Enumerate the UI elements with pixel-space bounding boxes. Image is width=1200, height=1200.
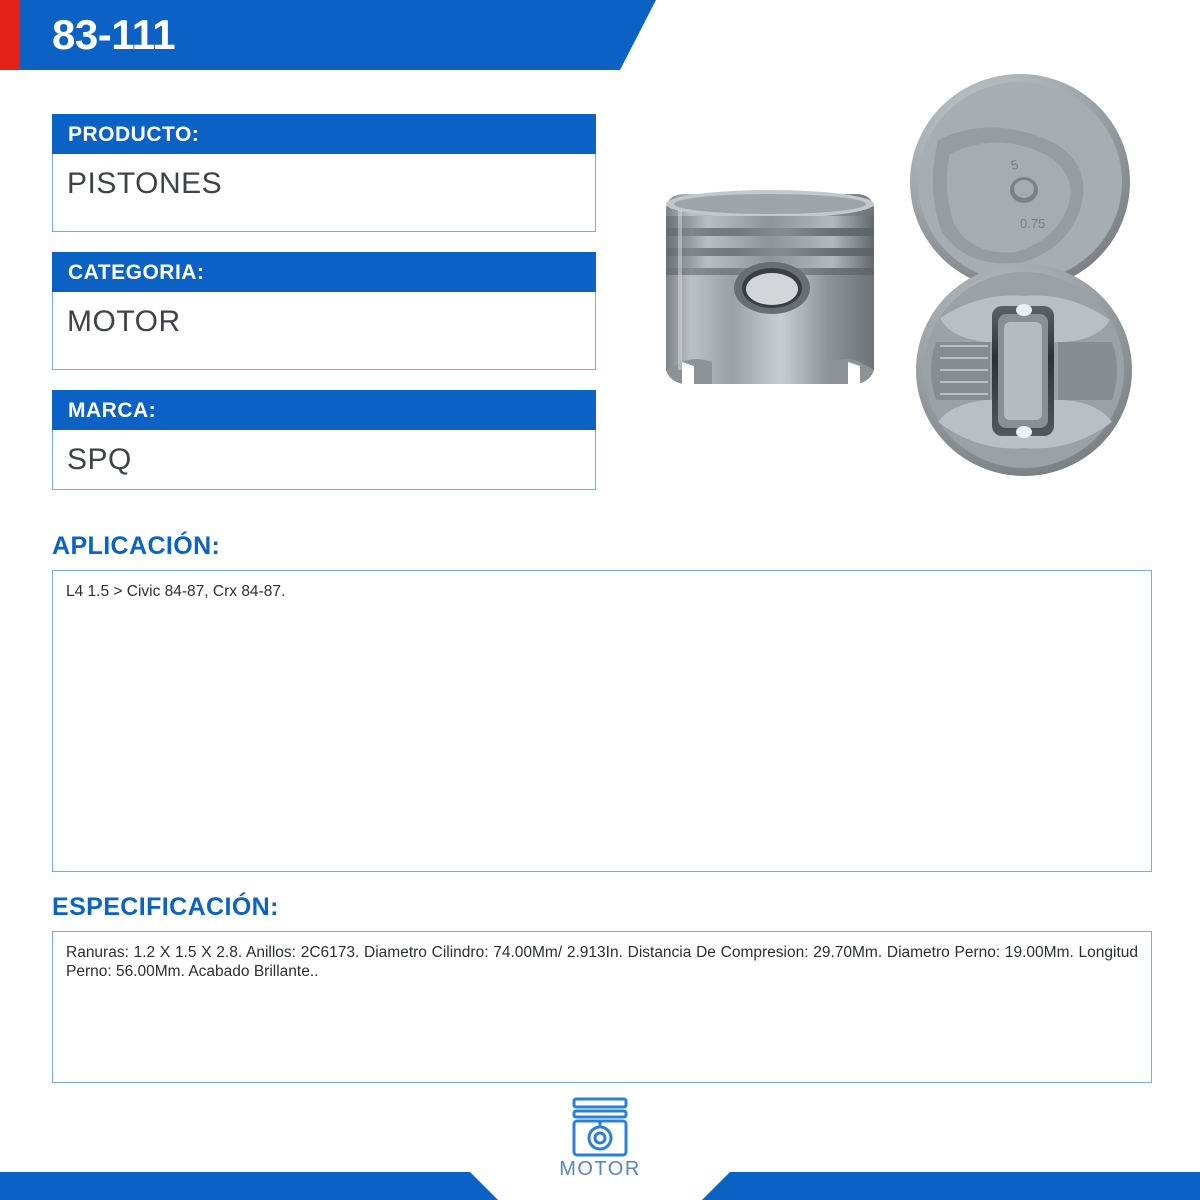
field-producto-value-box xyxy=(52,154,596,232)
field-categoria-label: CATEGORIA: xyxy=(52,252,596,292)
piston-crown-view xyxy=(910,74,1130,290)
piston-side-view xyxy=(666,190,874,384)
especificacion-box xyxy=(52,931,1152,1083)
header xyxy=(0,0,1200,70)
especificacion-title: ESPECIFICACIÓN: xyxy=(52,893,279,921)
svg-text:0.75: 0.75 xyxy=(1020,216,1046,231)
field-producto-label: PRODUCTO: xyxy=(52,114,596,154)
aplicacion-title: APLICACIÓN: xyxy=(52,532,221,560)
aplicacion-box xyxy=(52,570,1152,872)
aplicacion-text: L4 1.5 > Civic 84-87, Crx 84-87. xyxy=(66,583,286,600)
product-image xyxy=(620,70,1180,510)
footer xyxy=(0,1084,1200,1200)
field-categoria-value: MOTOR xyxy=(67,305,181,338)
field-producto-value: PISTONES xyxy=(67,167,223,200)
footer-label: MOTOR xyxy=(559,1158,641,1180)
field-marca xyxy=(52,390,596,490)
field-marca-value: SPQ xyxy=(67,443,132,476)
field-marca-value-box xyxy=(52,430,596,490)
part-number: 83-111 xyxy=(52,11,176,58)
piston-icon xyxy=(560,1093,640,1161)
field-marca-label: MARCA: xyxy=(52,390,596,430)
field-producto xyxy=(52,114,596,232)
field-categoria-value-box xyxy=(52,292,596,370)
field-categoria xyxy=(52,252,596,370)
svg-text:5: 5 xyxy=(1009,156,1020,173)
piston-underside-view xyxy=(916,264,1132,476)
especificacion-text: Ranuras: 1.2 X 1.5 X 2.8. Anillos: 2C6173. Diametro Cilindro: 74.00Mm/ 2.913In. Distancia De Compresion: 29.70Mm. Diametro Perno: 19.00Mm. Longitud Perno: 56.00Mm. Acabado Brillante.. xyxy=(66,944,1138,980)
